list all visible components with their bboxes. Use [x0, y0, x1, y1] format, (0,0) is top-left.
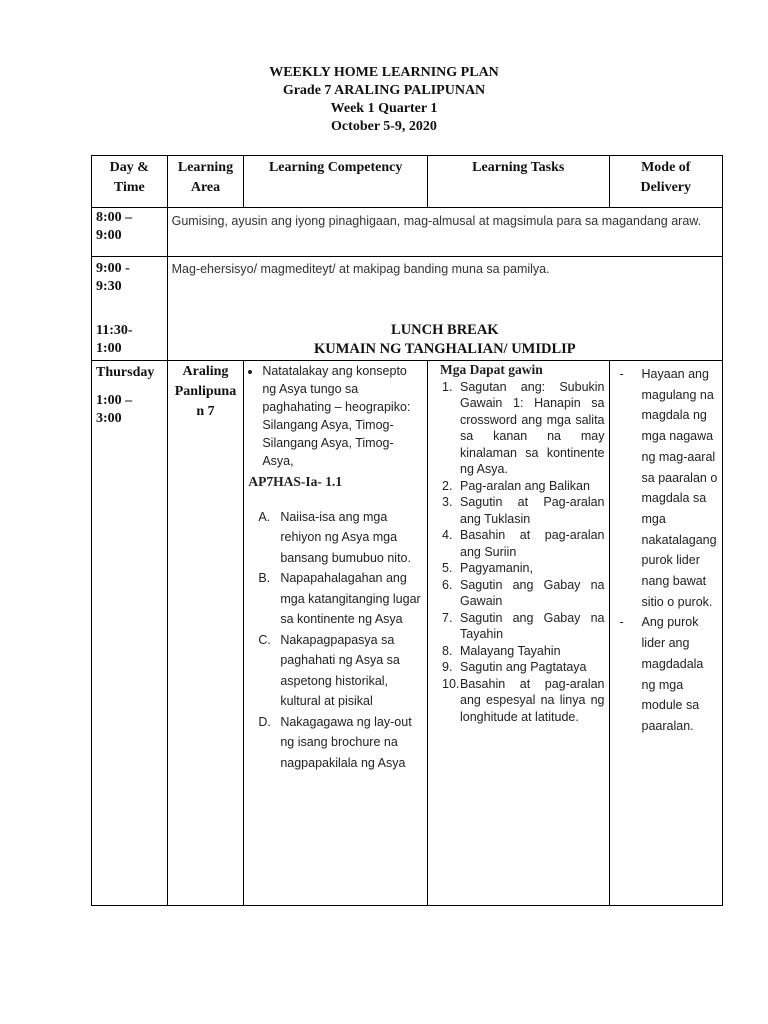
table-header-row [92, 156, 723, 208]
row1-time-start: 8:00 – [96, 210, 133, 225]
competency-intro: • Natatalakay ang konsepto ng Asya tungo sa paghahating – heograpiko: Silangang Asya, Timog-Silangang Asya, Timog-Asya, [262, 362, 423, 470]
row2-lunch-time-end: 1:00 [96, 341, 122, 356]
header-title: WEEKLY HOME LEARNING PLAN [269, 65, 499, 80]
objective-item-marker: D. [258, 714, 271, 729]
row3-mode-of-delivery [609, 361, 722, 906]
learning-plan-table [91, 155, 723, 906]
task-item-text: Sagutin at Pag-aralan ang Tuklasin [460, 495, 605, 526]
task-item-marker: 6. [442, 577, 453, 592]
task-item [442, 676, 605, 726]
area-line-1: Araling [182, 364, 229, 379]
objective-item-text: Nakapagpapasya sa paghahati ng Asya sa aspetong historikal, kultural at pisikal [280, 632, 400, 708]
row3-time-end: 3:00 [96, 411, 122, 426]
col-header-mode [609, 156, 722, 208]
mode-item-text: Hayaan ang magulang na magdala ng mga nagawa ng mag-aaral sa paaralan o magdala sa mga nakatalagang purok lider nang bawat sitio o purok. [641, 367, 718, 609]
area-line-2: Panlipuna [174, 384, 237, 399]
row2-activity [167, 257, 722, 361]
task-item-text: Sagutin ang Gabay na Tayahin [460, 610, 605, 641]
task-item-text: Sagutin ang Gabay na Gawain [460, 577, 605, 608]
objective-item [258, 568, 423, 630]
task-item-marker: 4. [442, 528, 453, 542]
lunch-break-subtitle: KUMAIN NG TANGHALIAN/ UMIDLIP [313, 341, 576, 357]
row3-competency [244, 361, 428, 906]
header-week: Week 1 Quarter 1 [330, 101, 438, 116]
task-item [442, 560, 605, 577]
header-date: October 5-9, 2020 [331, 119, 437, 134]
competency-code: AP7HAS-Ia- 1.1 [248, 474, 343, 489]
mode-item-marker: - [619, 367, 624, 381]
col-header-tasks: Learning Tasks [428, 156, 610, 208]
mode-item-marker: - [619, 615, 624, 630]
col-header-area-l1: Learning [177, 160, 234, 175]
task-item-text: Pagyamanin, [460, 561, 533, 575]
row2-exercise-text: Mag-ehersisyo/ magmediteyt/ at makipag banding muna sa pamilya. [171, 262, 550, 276]
table-row [92, 257, 723, 361]
col-header-mode-l2: Delivery [640, 180, 692, 195]
row1-activity: Gumising, ayusin ang iyong pinaghigaan, mag-almusal at magsimula para sa magandang araw. [167, 208, 722, 257]
row3-time-start: 1:00 – [96, 393, 133, 408]
objective-item [258, 712, 423, 774]
col-header-mode-l1: Mode of [641, 160, 691, 175]
task-item [442, 643, 605, 660]
lunch-break-title: LUNCH BREAK [391, 322, 499, 338]
objectives-list [248, 507, 423, 774]
task-item [442, 494, 605, 527]
task-item-marker: 1. [442, 379, 453, 394]
task-item-text: Basahin at pag-aralan ang Suriin [460, 528, 605, 559]
row2-time [92, 257, 168, 361]
task-item-text: Basahin at pag-aralan ang espesyal na linya ng longhitude at latitude. [460, 676, 605, 724]
row3-day-time [92, 361, 168, 906]
task-item-marker: 7. [442, 610, 453, 625]
objective-item-text: Nakagagawa ng lay-out ng isang brochure na nagpapakilala ng Asya [280, 714, 412, 770]
area-line-3: n 7 [196, 404, 215, 419]
objective-item [258, 630, 423, 712]
col-header-competency: Learning Competency [244, 156, 428, 208]
row1-time-end: 9:00 [96, 228, 122, 243]
task-item-marker: 8. [442, 643, 453, 658]
tasks-list [432, 379, 605, 726]
task-item-marker: 3. [442, 495, 453, 509]
objective-item-marker: C. [258, 632, 271, 647]
row3-day: Thursday [96, 365, 155, 380]
task-item-marker: 10. [442, 676, 460, 691]
row1-time [92, 208, 168, 257]
task-item-text: Pag-aralan ang Balikan [460, 478, 590, 493]
modes-list [614, 364, 718, 737]
task-item [442, 379, 605, 478]
row3-learning-area [167, 361, 244, 906]
table-row [92, 208, 723, 257]
task-item-text: Sagutin ang Pagtataya [460, 660, 587, 674]
task-item [442, 659, 605, 676]
col-header-day-time [92, 156, 168, 208]
document-header [0, 64, 768, 136]
row2-lunch-time-start: 11:30- [96, 323, 133, 338]
task-item-text: Sagutan ang: Subukin Gawain 1: Hanapin sa crossword ang mga salita sa kanan na may kinalaman sa kontinente ng Asya. [460, 379, 605, 476]
objective-item-marker: B. [258, 571, 271, 585]
tasks-heading: Mga Dapat gawin [440, 362, 543, 377]
objective-item-marker: A. [258, 509, 271, 524]
objective-item-text: Napapahalagahan ang mga katangitanging lugar sa kontinente ng Asya [280, 571, 421, 626]
task-item-marker: 9. [442, 660, 453, 674]
task-item [442, 527, 605, 560]
objective-item-text: Naiisa-isa ang mga rehiyon ng Asya mga bansang bumubuo nito. [280, 509, 411, 565]
task-item-marker: 5. [442, 561, 453, 575]
task-item [442, 478, 605, 495]
task-item [442, 577, 605, 610]
mode-item [619, 364, 718, 612]
row2-time-start: 9:00 - [96, 261, 130, 276]
col-header-day: Day & [109, 160, 149, 175]
objective-item [258, 507, 423, 569]
mode-item-text: Ang purok lider ang magdadala ng mga module sa paaralan. [641, 615, 704, 733]
header-subject: Grade 7 ARALING PALIPUNAN [282, 83, 486, 98]
table-row [92, 361, 723, 906]
competency-bullet-list [248, 362, 423, 470]
task-item-marker: 2. [442, 478, 453, 493]
col-header-learning-area [167, 156, 244, 208]
mode-item [619, 612, 718, 736]
col-header-area-l2: Area [190, 180, 221, 195]
row3-tasks [428, 361, 610, 906]
task-item-text: Malayang Tayahin [460, 643, 561, 658]
col-header-time: Time [113, 180, 145, 195]
task-item [442, 610, 605, 643]
row2-time-end: 9:30 [96, 279, 122, 294]
